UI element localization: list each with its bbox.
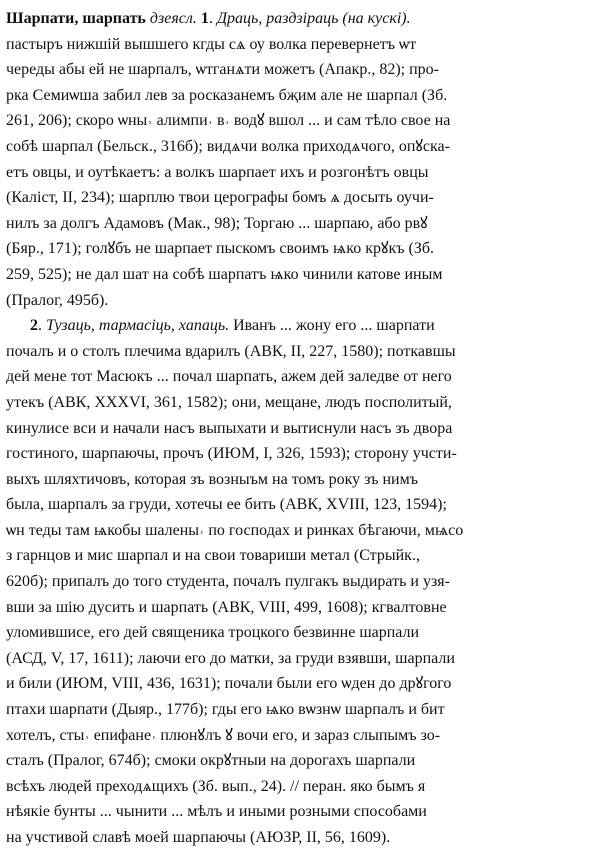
text-line: з гарнцов и мис шарпал и на свои товариши метал (Стрыйк., (6, 547, 420, 565)
sense-2-number: 2 (30, 317, 38, 335)
text-line: дей мене тот Масюкъ ... почал шарпать, ажем дей заледве от него (6, 368, 452, 386)
text-line: (Каліст, ІІ, 234); шарплю твои церографы бомъ ѧ досыть оучи- (6, 189, 434, 207)
text-line: уломившисе, его дей священика троцкого безвинне шарпали (6, 624, 420, 642)
text-line: выхъ шляхтичовъ, которая зъ возныъм на томъ року зъ нимъ (6, 470, 418, 488)
text-line: гостиного, шарпаючы, прочъ (ИЮМ, І, 326, 1593); сторону учсти- (6, 445, 457, 463)
text-line: всѣхъ людей преходѧщихъ (Зб. вып., 24). // перан. яко бымъ я (6, 777, 426, 795)
text-fragment: Иванъ ... жону его ... шарпати (233, 317, 435, 335)
text-line: 261, 206); скоро ѡны˒ алимпи˒ в˒ водꙋ вшол ... и сам тѣло свое на (6, 112, 451, 130)
part-of-speech: дзеясл. (149, 10, 197, 27)
sense-1-number: 1 (200, 10, 209, 27)
text-line: 259, 525); не дал шат на собѣ шарпатъ ѩко чинили катове иным (6, 265, 443, 283)
text-line: вши за шію дусить и шарпать (АВК, VIII, 499, 1608); кгвалтовне (6, 598, 447, 616)
text-line: рка Семиѡша забил лев за росказанемъ бҗим але не шарпал (Зб. (6, 86, 448, 104)
text-line: 620б); припалъ до того студента, почалъ пулгакъ выдирать и узя- (6, 573, 450, 591)
text-line: и били (ИЮМ, VIII, 436, 1631); почали были его ѡден до дрꙋгого (6, 675, 452, 693)
headword: Шарпати, шарпать (6, 10, 146, 27)
text-line: птахи шарпати (Дыяр., 177б); гды его ѩко вѡзнѡ шарпалъ и бит (6, 701, 445, 719)
sense-2-first-line: 2. Тузаць, тармасіць, хапаць. Иванъ ... жону его ... шарпати (30, 317, 435, 335)
text-line: етъ овцы, и оутѣкаетъ: а волкъ шарпает ихъ и розгонѣтъ овцы (6, 163, 429, 181)
text-line: кинулисе вси и начали насъ выпыхати и вытиснули насъ зъ двора (6, 419, 453, 437)
text-line: собѣ шарпал (Бельск., 316б); видѧчи волка приходѧчого, опꙋска- (6, 137, 450, 155)
text-line: была, шарпалъ за груди, хотечы ее бить (АВК, XVIII, 123, 1594); (6, 496, 447, 514)
text-line: нилъ за долгъ Адамовъ (Мак., 98); Торгаю ... шарпаю, або рвꙋ (6, 214, 428, 232)
text-line: сталъ (Пралог, 674б); смоки окрꙋтныи на дорогахъ шарпали (6, 752, 416, 770)
sense-2-definition: Тузаць, тармасіць, хапаць. (46, 317, 230, 335)
text-line: пастыръ нижшій вышшего кгды сѧ оу волка перевернетъ ѡт (6, 35, 417, 53)
text-line: ѡн теды там ѩкобы шалены˒ по господах и ринках бѣгаючи, мѩсо (6, 521, 464, 539)
text-line: череды абы ей не шарпалъ, ѡтганѧти можетъ (Апакр., 82); про- (6, 61, 439, 79)
text-line: утекъ (АВК, XXXVI, 361, 1582); они, мещане, людъ посполитый, (6, 393, 452, 411)
sense-2-paragraph (6, 313, 588, 850)
text-line: (Пралог, 495б). (6, 291, 109, 309)
entry-first-line: Шарпати, шарпать дзеясл. 1. Драць, раздзіраць (на кускі). (6, 10, 411, 27)
text-line: почалъ и о столъ плечима вдарилъ (АВК, ІІ, 227, 1580); поткавшы (6, 342, 456, 360)
text-line: нѣякіе бунты ... чынити ... мѣлъ и иными розными способами (6, 803, 427, 821)
text-line: на учстивой славѣ моей шарпаючы (АЮЗР, ІІ, 56, 1609). (6, 829, 391, 846)
text-line: хотелъ, сты˒ епифане˒ плюнꙋлъ ꙋ вочи его, и зараз слыпымъ зо- (6, 726, 441, 744)
text-line: (Бяр., 171); голꙋбъ не шарпает пыскомъ своимъ ѩко крꙋкъ (Зб. (6, 240, 435, 258)
text-line: (АСД, V, 17, 1611); лаючи его до матки, за груди взявши, шарпали (6, 649, 455, 667)
sense-1-definition: Драць, раздзіраць (на кускі). (216, 10, 411, 27)
sense-1-paragraph (6, 6, 588, 313)
